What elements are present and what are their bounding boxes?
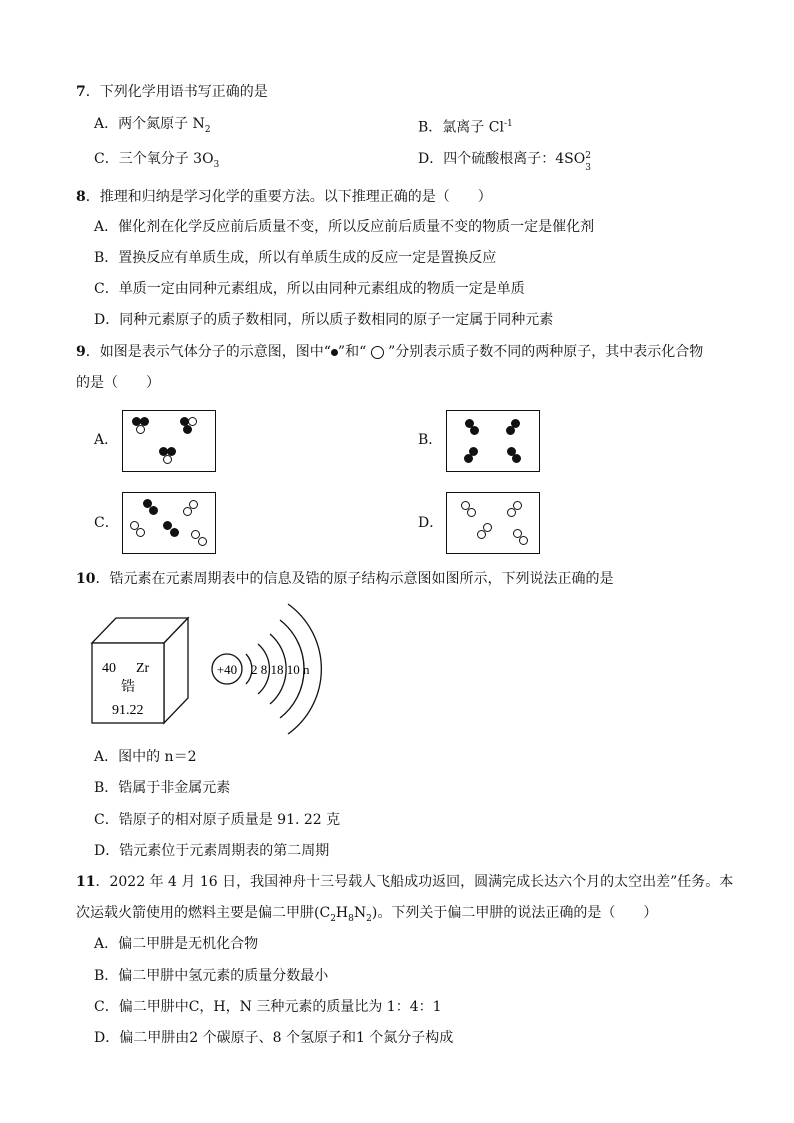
q11-option-a[interactable]: A．偏二甲肼是无机化合物 — [94, 936, 259, 952]
q10-option-b[interactable]: B．锆属于非金属元素 — [94, 780, 231, 796]
question-8-stem: 8．推理和归纳是学习化学的重要方法。以下推理正确的是（ ） — [76, 189, 492, 205]
white-atom — [136, 425, 145, 434]
q9-option-a-label[interactable]: A． — [94, 432, 119, 448]
question-9-stem-cont: 的是（ ） — [76, 375, 160, 391]
q9-option-d-diagram[interactable] — [446, 492, 540, 554]
q9-option-d-label[interactable]: D． — [418, 515, 444, 531]
question-10-stem: 10．锆元素在元素周期表中的信息及锆的原子结构示意图如图所示，下列说法正确的是 — [76, 571, 614, 587]
black-atom — [512, 454, 521, 463]
zirconium-figure — [86, 598, 326, 740]
atomic-number: 40 — [102, 661, 116, 676]
nuclear-charge: +40 — [216, 662, 238, 677]
q7-option-d[interactable]: D．四个硫酸根离子：4SO 2 3 — [418, 151, 591, 173]
q9-option-a-diagram[interactable] — [122, 410, 216, 472]
white-atom — [519, 536, 528, 545]
white-atom — [507, 508, 516, 517]
white-atom — [467, 508, 476, 517]
black-atom — [506, 426, 515, 435]
white-atom — [163, 455, 172, 464]
black-atom — [470, 426, 479, 435]
q9-option-c-diagram[interactable] — [122, 492, 216, 554]
black-atom — [149, 506, 158, 515]
q7-option-b[interactable]: B．氯离子 $Cl^{-1}$ — [418, 119, 513, 136]
white-atom — [477, 530, 486, 539]
element-symbol: Zr — [136, 661, 150, 676]
q7-option-a[interactable]: A．两个氮原子 $N_2$ — [94, 116, 211, 135]
q10-option-a[interactable]: A．图中的 n＝2 — [94, 749, 197, 765]
question-9-stem: 9．如图是表示气体分子的示意图，图中“ ”和“ ”分别表示质子数不同的两种原子，其中表示化合物 — [76, 344, 704, 360]
white-atom — [136, 528, 145, 537]
q11-option-b[interactable]: B．偏二甲肼中氢元素的质量分数最小 — [94, 968, 329, 984]
q7-option-c[interactable]: C．三个氧分子 $3O_3$ — [94, 151, 220, 170]
element-name: 锆 — [121, 679, 135, 695]
q11-option-d[interactable]: D．偏二甲肼由2 个碳原子、8 个氢原子和1 个氮分子构成 — [94, 1030, 454, 1046]
q9-option-c-label[interactable]: C． — [94, 515, 119, 531]
question-11-stem-cont: 次运载火箭使用的燃料主要是偏二甲肼$(C_2H_8N_2)$。下列关于偏二甲肼的说法正确的是（ ） — [76, 905, 658, 924]
q9-option-b-diagram[interactable] — [446, 410, 540, 472]
q10-option-d[interactable]: D．锆元素位于元素周期表的第二周期 — [94, 843, 330, 859]
atomic-mass: 91.22 — [112, 703, 144, 718]
q10-option-c[interactable]: C．锆原子的相对原子质量是 91. 22 克 — [94, 812, 341, 828]
black-atom — [170, 528, 179, 537]
q8-option-d[interactable]: D．同种元素原子的质子数相同，所以质子数相同的原子一定属于同种元素 — [94, 312, 554, 328]
q8-option-b[interactable]: B．置换反应有单质生成，所以有单质生成的反应一定是置换反应 — [94, 250, 497, 266]
shell-electrons: 2 8 18 10 n — [251, 662, 310, 677]
question-7-stem: 7．下列化学用语书写正确的是 — [76, 84, 268, 100]
black-atom — [183, 425, 192, 434]
white-atom — [198, 537, 207, 546]
q11-option-c[interactable]: C．偏二甲肼中C，H，N 三种元素的质量比为 1：4：1 — [94, 999, 442, 1015]
black-atom — [464, 454, 473, 463]
question-11-stem: 11．2022 年 4 月 16 日，我国神舟十三号载人飞船成功返回，圆满完成长达六个月的太空出差”任务。本 — [76, 874, 734, 890]
black-atom-icon — [331, 349, 338, 356]
white-atom-icon — [371, 346, 384, 359]
q8-option-c[interactable]: C．单质一定由同种元素组成，所以由同种元素组成的物质一定是单质 — [94, 281, 525, 297]
q8-option-a[interactable]: A．催化剂在化学反应前后质量不变，所以反应前后质量不变的物质一定是催化剂 — [94, 219, 595, 235]
q9-option-b-label[interactable]: B． — [418, 432, 443, 448]
white-atom — [183, 507, 192, 516]
